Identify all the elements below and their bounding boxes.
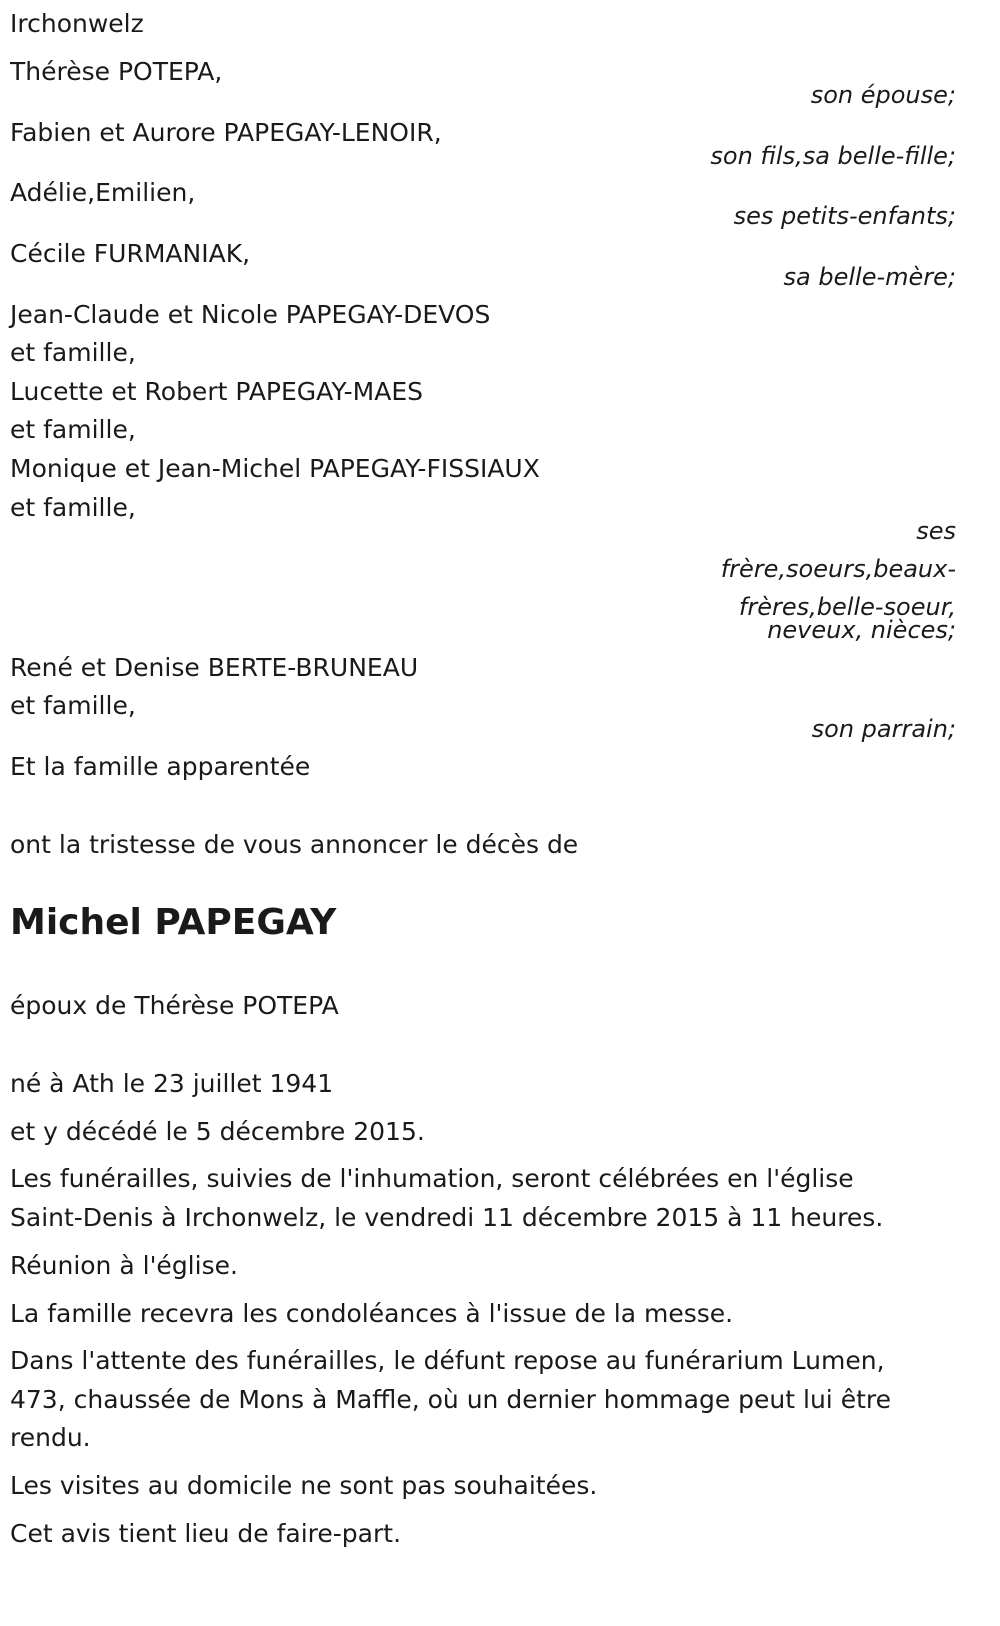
family-names-grandchildren: Adélie,Emilien, — [10, 178, 196, 207]
siblings-relation-line: frères,belle-soeur, — [738, 593, 956, 621]
extended-family: Et la famille apparentée — [10, 752, 311, 781]
funeral-line: Saint-Denis à Irchonwelz, le vendredi 11 décembre 2015 à 11 heures. — [10, 1203, 884, 1232]
family-relation-mother-in-law: sa belle-mère; — [783, 263, 956, 291]
siblings-relation-line: neveux, nièces; — [767, 616, 956, 644]
godfather-line: René et Denise BERTE-BRUNEAU — [10, 653, 419, 682]
siblings-line: Jean-Claude et Nicole PAPEGAY-DEVOS — [10, 300, 491, 329]
gathering-line: Réunion à l'église. — [10, 1251, 238, 1280]
family-relation-spouse: son épouse; — [810, 81, 956, 109]
siblings-line: et famille, — [10, 338, 136, 367]
deceased-name: Michel PAPEGAY — [10, 902, 337, 943]
resting-line: rendu. — [10, 1423, 91, 1452]
family-relation-son: son fils,sa belle-fille; — [710, 142, 956, 170]
death-line: et y décédé le 5 décembre 2015. — [10, 1117, 425, 1146]
siblings-line: Lucette et Robert PAPEGAY-MAES — [10, 377, 423, 406]
siblings-line: Monique et Jean-Michel PAPEGAY-FISSIAUX — [10, 454, 540, 483]
family-names-son: Fabien et Aurore PAPEGAY-LENOIR, — [10, 118, 442, 147]
family-names-spouse: Thérèse POTEPA, — [10, 57, 223, 86]
visits-line: Les visites au domicile ne sont pas souhaitées. — [10, 1471, 598, 1500]
godfather-relation: son parrain; — [811, 715, 956, 743]
family-names-mother-in-law: Cécile FURMANIAK, — [10, 239, 251, 268]
notice-line: Cet avis tient lieu de faire-part. — [10, 1519, 402, 1548]
family-relation-grandchildren: ses petits-enfants; — [733, 202, 956, 230]
godfather-line: et famille, — [10, 691, 136, 720]
birth-line: né à Ath le 23 juillet 1941 — [10, 1069, 334, 1098]
spouse-line: époux de Thérèse POTEPA — [10, 991, 339, 1020]
funeral-line: Les funérailles, suivies de l'inhumation, seront célébrées en l'église — [10, 1164, 854, 1193]
siblings-line: et famille, — [10, 493, 136, 522]
announcement: ont la tristesse de vous annoncer le décès de — [10, 830, 579, 859]
resting-line: Dans l'attente des funérailles, le défunt repose au funérarium Lumen, — [10, 1346, 885, 1375]
siblings-line: et famille, — [10, 415, 136, 444]
resting-line: 473, chaussée de Mons à Maffle, où un dernier hommage peut lui être — [10, 1385, 891, 1414]
location: Irchonwelz — [10, 9, 144, 38]
siblings-relation-line: frère,soeurs,beaux- — [720, 555, 956, 583]
siblings-relation-line: ses — [916, 517, 956, 545]
condolences-line: La famille recevra les condoléances à l'issue de la messe. — [10, 1299, 734, 1328]
